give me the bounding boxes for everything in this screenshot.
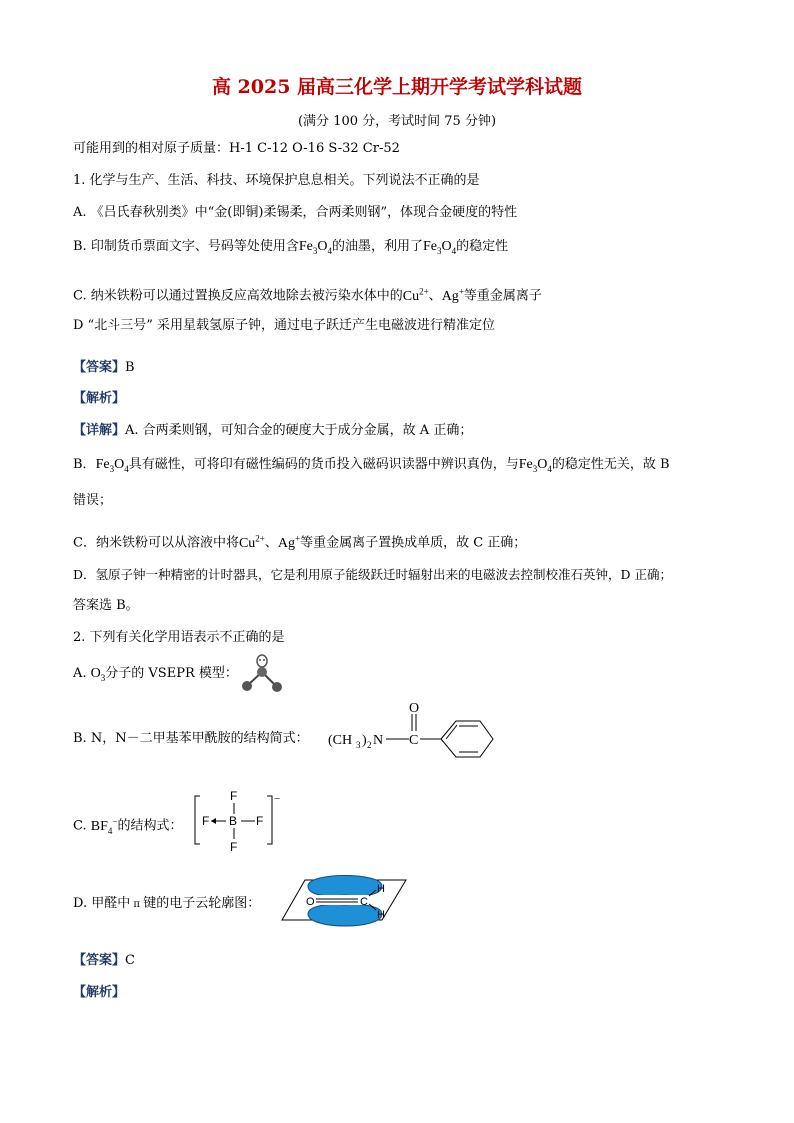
svg-text:C: C (409, 733, 419, 748)
svg-text:B: B (229, 814, 238, 828)
page-title: 高 2025 届高三化学上期开学考试学科试题 (211, 76, 583, 98)
svg-text:): ) (362, 733, 367, 748)
svg-text:F: F (230, 789, 238, 803)
svg-text:(CH: (CH (328, 733, 353, 748)
svg-text:O: O (409, 701, 420, 716)
svg-text:F: F (230, 840, 238, 854)
svg-text:3: 3 (356, 740, 361, 750)
q1-detail-b: B．$Fe_3O_4$具有磁性，可将印有磁性编码的货币投入磁码识读器中辨识真伪，与$Fe_3O_4$的稳定性无关，故 B (73, 457, 670, 474)
svg-text:2: 2 (367, 740, 372, 750)
q2-option-b: B. N，N－二甲基苯甲酰胺的结构简式： (73, 731, 309, 746)
q2-stem: 2. 下列有关化学用语表示不正确的是 (73, 630, 285, 645)
svg-text:C: C (360, 896, 368, 908)
svg-text:H: H (377, 909, 385, 921)
q1-detail-b-cont: 错误； (73, 493, 113, 508)
q1-detail-d: D．氢原子钟一种精密的计时器具，它是利用原子能级跃迁时辐射出来的电磁波去控制校准石英钟，D 正确； (73, 567, 673, 582)
q2-option-a: A. $O_3$分子的 VSEPR 模型： (73, 666, 238, 683)
q1-option-a: A. 《吕氏春秋别类》中“金(即铜)柔锡柔，合两柔则钢”，体现合金硬度的特性 (73, 205, 518, 220)
q2-option-d: D. 甲醛中 π 键的电子云轮廓图： (73, 896, 261, 911)
q1-detail-c: C．纳米铁粉可以从溶液中将$Cu^{2+}$、Ag+等重金属离子置换成单质，故 C 正确； (73, 533, 527, 551)
q2-analysis-tag: 【解析】 (73, 985, 126, 1000)
svg-text:−: − (274, 793, 281, 805)
q1-answer: 【答案】B (73, 360, 135, 375)
q1-stem: 1. 化学与生产、生活、科技、环境保护息息相关。下列说法不正确的是 (73, 173, 480, 188)
q1-option-d: D “北斗三号” 采用星载氢原子钟，通过电子跃迁产生电磁波进行精准定位 (73, 318, 495, 333)
o3-vsepr-diagram (238, 652, 288, 698)
q2-option-c: C. $BF_4^-$的结构式： (73, 816, 183, 836)
q1-conclusion: 答案选 B。 (73, 598, 139, 613)
svg-text:N: N (373, 733, 384, 748)
q2-answer: 【答案】C (73, 953, 135, 968)
exam-subtitle: (满分 100 分，考试时间 75 分钟) (297, 114, 497, 129)
svg-text:F: F (202, 814, 210, 828)
q1-option-b: B. 印制货币票面文字、号码等处使用含$Fe_3O_4$的油墨，利用了$Fe_3O_4$的稳定性 (73, 239, 509, 256)
q1-analysis-tag: 【解析】 (73, 391, 126, 406)
pi-bond-orbital (280, 868, 410, 938)
q1-detail-a: 【详解】A. 合两柔则钢，可知合金的硬度大于成分金属，故 A 正确； (73, 423, 473, 438)
benzamide-structure (325, 700, 500, 772)
svg-text:O: O (306, 896, 315, 908)
bf4-structure (192, 784, 282, 854)
svg-text:F: F (256, 814, 264, 828)
svg-text:H: H (377, 883, 385, 895)
q1-option-c: C. 纳米铁粉可以通过置换反应高效地除去被污染水体中的$Cu^{2+}$、Ag+等重金属离子 (73, 286, 542, 304)
atomic-masses: 可能用到的相对原子质量：H-1 C-12 O-16 S-32 Cr-52 (73, 141, 400, 156)
